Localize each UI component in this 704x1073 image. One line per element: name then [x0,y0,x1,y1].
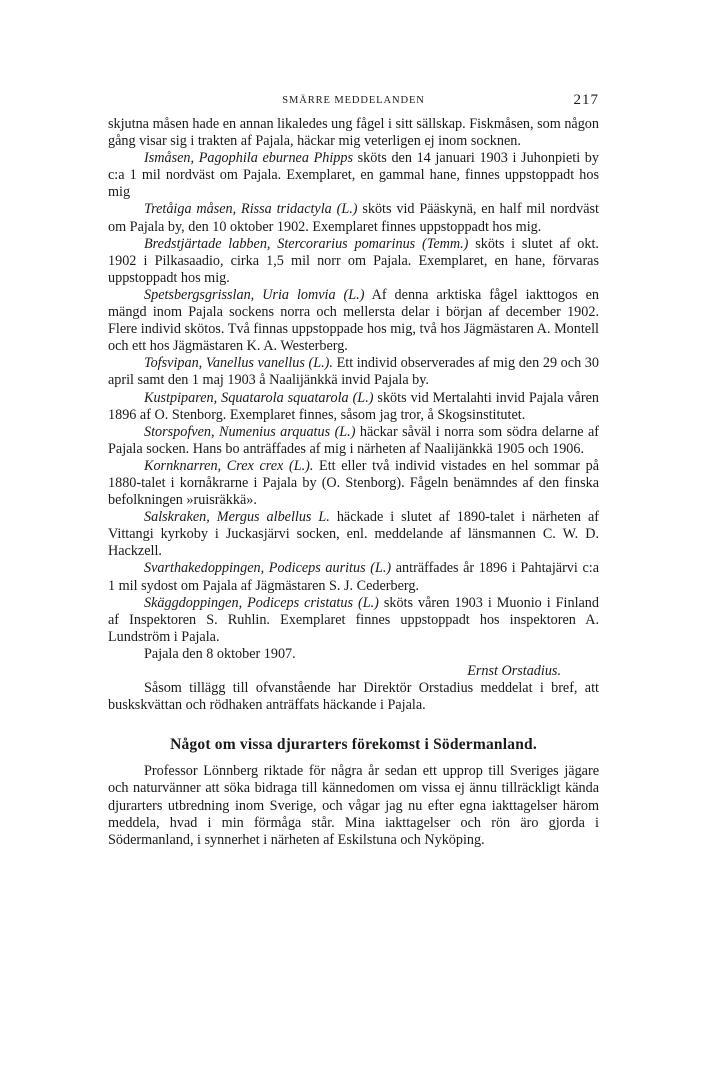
page [108,92,599,849]
species-name: Kustpiparen, Squatarola squatarola [144,389,349,406]
running-head [108,92,599,112]
running-title: SMÄRRE MEDDELANDEN [282,95,425,106]
entry-ismasen: Ismåsen, Pagophila eburnea Phipps sköts den 14 januari 1903 i Juhonpieti by c:a 1 mil nordväst om Pajala. Exemplaret, en gammal hane, finnes uppstoppadt hos mig [108,150,599,201]
entry-salskraken: Salskraken, Mergus albellus L. häckade i slutet af 1890-talet i närheten af Vittangi kyrkoby i Juckasjärvi socken, enl. meddelande af länsmannen C. W. D. Hackzell. [108,509,599,560]
species-authority: (L.) [343,286,365,303]
entry-storspofven: Storspofven, Numenius arquatus (L.) häckar såväl i norra som södra delarne af Pajala socken. Hans bo anträffades af mig i närheten af Naalijänkkä 1905 och 1906. [108,423,599,457]
entry-skaggdoppingen: Skäggdoppingen, Podiceps cristatus (L.) sköts våren 1903 i Muonio i Finland af Inspektoren S. Ruhlin. Exemplaret finnes uppstoppadt hos inspektoren A. Lundström i Pajala. [108,594,599,645]
species-name: Salskraken, Mergus albellus L. [144,509,330,526]
article-body [108,116,599,849]
dateline: Pajala den 8 oktober 1907. [144,645,296,662]
species-authority: (L.) [357,594,379,611]
signature: Ernst Orstadius. [467,663,561,679]
species-name: Svarthakedoppingen, Podiceps auritus [144,560,366,577]
species-name: Spetsbergsgrisslan, Uria lomvia [144,286,336,303]
paragraph-continuation: skjutna måsen hade en annan likaledes ung fågel i sitt sällskap. Fiskmåsen, som någon gång visar sig i trakten af Pajala, häckar mig veterligen ej inom socknen. [108,116,599,150]
species-authority: (L.) [370,560,392,577]
species-authority: (L.). [288,457,314,474]
species-name: Kornknarren, Crex crex [144,457,284,474]
entry-tretaiga-masen: Tretåiga måsen, Rissa tridactyla (L.) sköts vid Pääskynä, en half mil nordväst om Pajala by, den 10 oktober 1902. Exemplaret finnes uppstoppadt hos mig. [108,201,600,235]
section-heading: Något om vissa djurarters förekomst i Södermanland. [170,736,537,754]
entry-svarthakedoppingen: Svarthakedoppingen, Podiceps auritus (L.) anträffades år 1896 i Pahtajärvi c:a 1 mil sydost om Pajala af Jägmästaren S. J. Cederberg. [108,560,599,594]
page-number: 217 [573,92,599,108]
entry-kornknarren: Kornknarren, Crex crex (L.). Ett eller två individ vistades en hel sommar på 1880-talet i kornåkrarne i Pajala by (O. Stenborg). Fågeln benämndes af den finska befolkningen »ruisräkkä». [108,457,599,509]
species-name: Storspofven, Numenius arquatus [144,423,331,440]
species-authority: (Temm.) [422,235,469,252]
species-authority: (L.). [308,355,333,372]
entry-kustpiparen: Kustpiparen, Squatarola squatarola (L.) sköts vid Mertalahti invid Pajala våren 1896 af O. Stenborg. Exemplaret finnes, såsom jag tror, å Skogsinstitutet. [108,389,599,423]
species-name: Skäggdoppingen, Podiceps cristatus [144,594,353,611]
section-intro-paragraph: Professor Lönnberg riktade för några år sedan ett upprop till Sveriges jägare och naturvänner att söka bidraga till kännedomen om vissa ej ännu tillräckligt kända djurarters utbredning inom Sverige, och vågar jag nu efter egna iakttagelser härom meddela, hvad i min förmåga står. Mina iakttagelser och rön äro gjorda i Södermanland, i synnerhet i närheten af Eskilstuna och Nyköping. [108,763,599,848]
species-authority: (L.) [352,389,374,406]
entry-bredstjartade-labben: Bredstjärtade labben, Stercorarius pomarinus (Temm.) sköts i slutet af okt. 1902 i Pilkasaadio, cirka 1,5 mil norr om Pajala. Exemplaret, en hane, förvaras uppstoppadt hos mig. [108,235,599,286]
species-name: Bredstjärtade labben, Stercorarius pomarinus [144,235,416,252]
entry-tofsvipan: Tofsvipan, Vanellus vanellus (L.). Ett individ observerades af mig den 29 och 30 april samt den 1 maj 1903 å Naalijänkkä invid Pajala by. [108,355,599,389]
species-authority: (L.) [334,423,356,440]
addendum-paragraph: Såsom tillägg till ofvanstående har Direktör Orstadius meddelat i bref, att buskskvättan och rödhaken anträffats häckande i Pajala. [108,680,599,714]
species-name: Ismåsen, Pagophila eburnea Phipps [144,150,353,167]
entry-spetsbergsgrisslan: Spetsbergsgrisslan, Uria lomvia (L.) Af denna arktiska fågel iakttogos en mängd inom Pajala sockens norra och mellersta delar i början af december 1902. Flere individ skötos. Två finnas uppstoppade hos mig, två hos Jägmästaren A. Montell och ett hos Jägmästaren K. A. Westerberg. [108,286,599,355]
species-name: Tofsvipan, Vanellus vanellus [144,355,305,372]
species-name: Tretåiga måsen, Rissa tridactyla [144,201,332,218]
species-authority: (L.) [336,201,358,218]
